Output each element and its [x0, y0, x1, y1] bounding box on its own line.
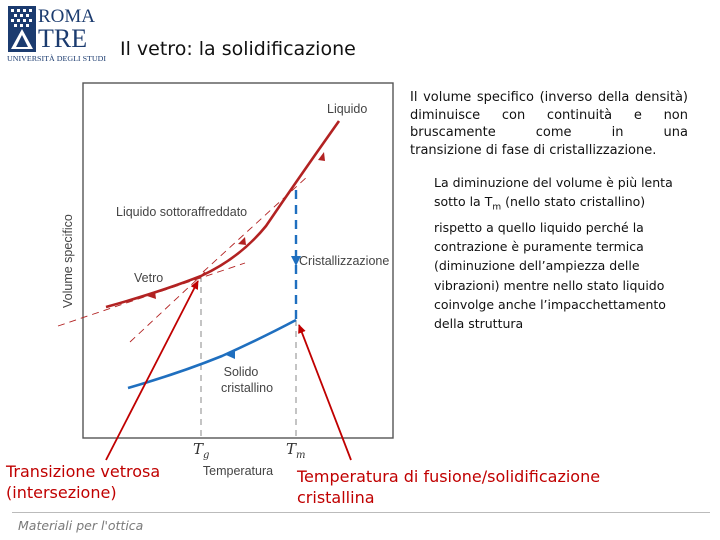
label-cristallizzazione: Cristallizzazione: [299, 254, 390, 268]
melting-callout-line-2: cristallina: [297, 488, 375, 507]
x-axis-label: Temperatura: [202, 464, 274, 478]
label-cristallino: cristallino: [220, 381, 274, 395]
logo-text-tre: TRE: [38, 24, 88, 53]
footer-divider: [12, 512, 710, 513]
paragraph-2-text-a: La diminuzione del volume è più lenta sotto la T: [434, 175, 673, 210]
logo-text-university: UNIVERSITÀ DEGLI STUDI: [7, 55, 107, 63]
label-solido: Solido: [223, 365, 259, 379]
label-liquido-sottoraffreddato: Liquido sottoraffreddato: [116, 205, 248, 219]
melting-callout-arrow: [299, 325, 351, 460]
logo-text-roma: ROMA: [38, 6, 96, 27]
liquid-arrow-2: [238, 237, 246, 245]
paragraph-2-text-b: (nello stato cristallino) rispetto a quello liquido perché la contrazione è puramente termica (diminuzione dell’ampiezza delle vibrazioni) mentre nello stato liquido coinvolge anche l’impacchettamento della struttura: [434, 194, 666, 331]
footer-course-name: Materiali per l'ottica: [18, 518, 144, 533]
explanation-paragraph-2: [434, 173, 696, 333]
glass-callout-line-1: Transizione vetrosa: [6, 462, 161, 481]
tick-tg: $T_g$: [193, 440, 210, 461]
tick-tm: $T_m$: [286, 440, 306, 461]
explanation-paragraph-1: [410, 89, 688, 159]
liquid-arrow-1: [318, 152, 325, 161]
y-axis-label: Volume specifico: [61, 214, 75, 308]
label-vetro: Vetro: [134, 271, 164, 285]
glass-callout-line-2: (intersezione): [6, 483, 117, 502]
paragraph-2-subscript: m: [492, 202, 502, 213]
label-liquido: Liquido: [327, 102, 368, 116]
paragraph-1-text: Il volume specifico (inverso della densità) diminuisce con continuità e non bruscamente come in una: [410, 90, 688, 140]
page-title: Il vetro: la solidificazione: [120, 38, 356, 60]
melting-callout: [297, 466, 600, 508]
glass-transition-callout: [6, 461, 160, 503]
paragraph-1-last-line: transizione di fase di cristallizzazione.: [410, 142, 657, 158]
crystalline-solid-curve: [128, 320, 296, 388]
melting-callout-line-1: Temperatura di fusione/solidificazione: [297, 467, 601, 486]
